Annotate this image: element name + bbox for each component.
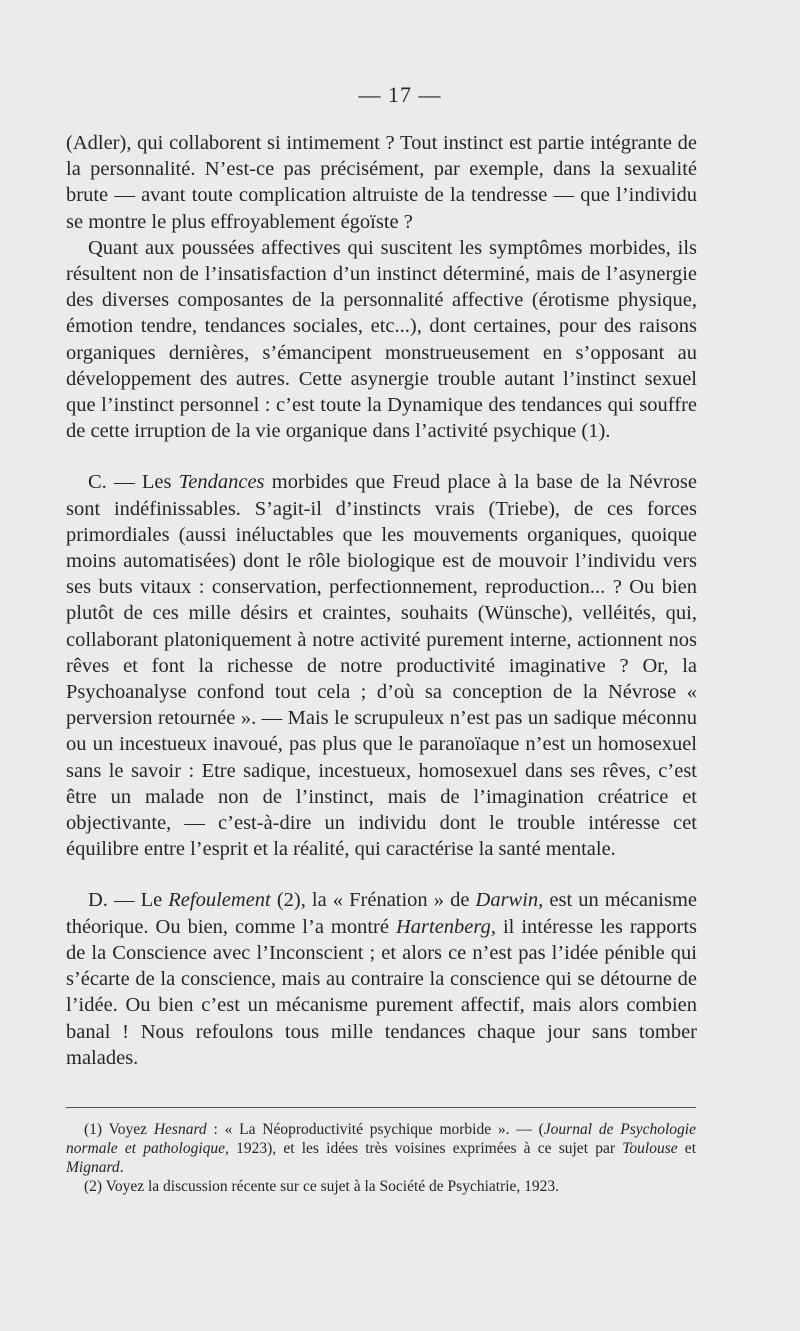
footnote-1-part: (1) Voyez bbox=[84, 1121, 154, 1138]
footnote-1-author-mignard: Mignard bbox=[66, 1159, 120, 1176]
footnotes bbox=[66, 1120, 696, 1196]
body-text bbox=[66, 130, 697, 1071]
footnote-1-author: Hesnard bbox=[153, 1121, 207, 1138]
section-d-author-darwin: Darwin bbox=[475, 889, 539, 912]
section-d-prefix: D. — Le bbox=[88, 889, 169, 912]
footnote-1-part: et bbox=[677, 1140, 696, 1157]
footnote-1-part: , 1923), et les idées très voisines exprimées à ce sujet par bbox=[225, 1140, 623, 1157]
section-d-author-hartenberg: Hartenberg bbox=[395, 915, 491, 938]
footnote-1-author-toulouse: Toulouse bbox=[622, 1140, 678, 1157]
footnote-2: (2) Voyez la discussion récente sur ce sujet à la Société de Psychiatrie, 1923. bbox=[84, 1178, 560, 1195]
footnote-1 bbox=[66, 1120, 696, 1177]
section-d-ref: (2), la « Frénation » de bbox=[270, 889, 476, 912]
footnote-1-journal: Journal de Psychologie normale et pathologique bbox=[66, 1121, 696, 1157]
section-d-text: , il intéresse les rapports de la Conscience avec l’Inconscient ; et alors ce n’est pas l’idée pénible qui s’écarte de la conscience, mais au contraire la conscience qui se détourne de l’idée. Ou bien c’est un mécanisme purement affectif, mais alors combien banal ! Nous refoulons tous mille tendances chaque jour sans tomber malades. bbox=[66, 915, 698, 1069]
footnote-1-part: . bbox=[119, 1159, 124, 1176]
section-d-mid: , est un mécanisme théorique. Ou bien, comme l’a montré bbox=[66, 889, 697, 938]
section-c-text: morbides que Freud place à la base de la Névrose sont indéfinissables. S’agit-il d’instincts vrais (Triebe), de ces forces primordiales (aussi inéluctables que les mouvements organiques, quoique moins automatisées) dont le rôle biologique est de mouvoir l’individu vers ses buts vitaux : conservation, perfectionnement, reproduction... ? Ou bien plutôt de ces mille désirs et craintes, souhaits (Wünsche), velléités, qui, collaborant platoniquement à notre activité purement interne, actionnent nos rêves et font la richesse de notre productivité imaginative ? Or, la Psychoanalyse confond tout cela ; d’où sa conception de la Névrose « perversion retournée ». — Mais le scrupuleux n’est pas un sadique méconnu ou un incestueux inavoué, pas plus que le paranoïaque n’est un homosexuel sans le savoir : Etre sadique, incestueux, homosexuel dans ses rêves, c’est être un malade non de l’instinct, mais de l’imagination créatrice et objectivante, — c’est-à-dire un individu dont le trouble intéresse cet équilibre entre l’esprit et la réalité, qui caractérise la santé mentale. bbox=[66, 471, 698, 861]
footnote-divider bbox=[66, 1107, 696, 1108]
section-d-term: Refoulement bbox=[168, 889, 271, 912]
section-d-paragraph bbox=[66, 887, 697, 1070]
page-number: — 17 — bbox=[358, 82, 442, 107]
paragraph-2: Quant aux poussées affectives qui suscitent les symptômes morbides, ils résultent non de l’insatisfaction d’un instinct déterminé, mais de l’asynergie des diverses composantes de la personnalité affective (érotisme physique, émotion tendre, tendances sociales, etc...), dont certaines, pour des raisons organiques dernières, s’émancipent monstrueusement en s’opposant au développement des autres. Cette asynergie trouble autant l’instinct sexuel que l’instinct personnel : c’est toute la Dynamique des tendances qui souffre de cette irruption de la vie organique dans l’activité psychique (1). bbox=[66, 236, 697, 443]
section-c-term: Tendances bbox=[178, 471, 265, 494]
section-c-paragraph bbox=[66, 469, 697, 862]
footnote-1-part: : « La Néoproductivité psychique morbide ». — ( bbox=[206, 1121, 544, 1138]
section-c-prefix: C. — Les bbox=[88, 471, 179, 494]
paragraph-1: (Adler), qui collaborent si intimement ? Tout instinct est partie intégrante de la personnalité. N’est-ce pas précisément, par exemple, dans la sexualité brute — avant toute complication altruiste de la tendresse — que l’individu se montre le plus effroyablement égoïste ? bbox=[66, 132, 697, 233]
